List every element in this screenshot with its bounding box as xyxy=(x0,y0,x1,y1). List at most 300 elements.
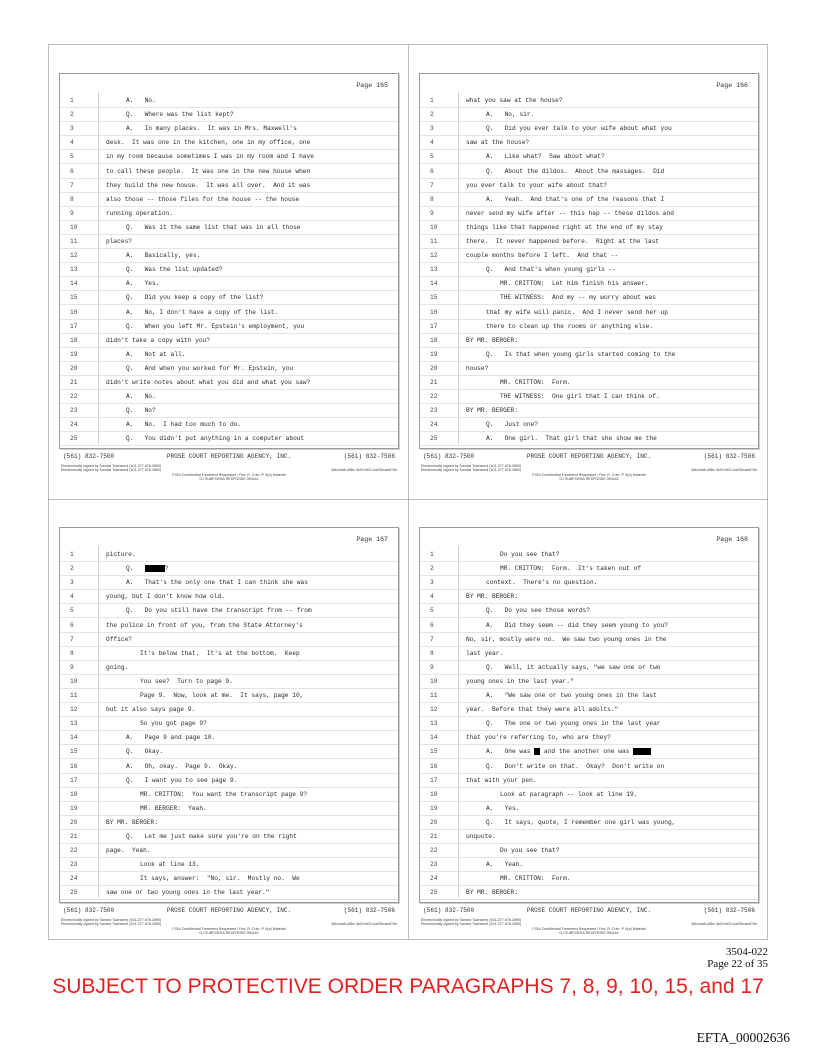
line-number: 23 xyxy=(430,407,438,415)
transcript-line xyxy=(420,717,758,731)
transcript-line xyxy=(60,94,398,108)
reporter-footer xyxy=(423,907,755,914)
page-number: Page 167 xyxy=(356,536,388,543)
line-text xyxy=(106,165,310,179)
esign-hash: 3afc3ca8-c86e-4b0f-9d01-ba20bcae87de xyxy=(691,468,757,473)
line-text-content: Q. It says, quote, I remember one girl was young, xyxy=(486,818,676,826)
line-text xyxy=(106,207,173,221)
line-number: 12 xyxy=(430,706,438,714)
line-text-content: A. In many places. It was in Mrs. Maxwell's xyxy=(126,125,297,133)
line-text xyxy=(486,108,534,122)
line-text xyxy=(140,788,307,802)
line-text xyxy=(140,802,207,816)
line-text xyxy=(106,619,303,633)
line-text-content: A. No, I don't have a copy of the list. xyxy=(126,308,279,316)
electronic-signature-block xyxy=(421,918,757,936)
transcript-line xyxy=(60,675,398,689)
line-text xyxy=(466,830,496,844)
transcript-line xyxy=(60,334,398,348)
line-number: 17 xyxy=(430,776,438,784)
transcript-line xyxy=(420,858,758,872)
transcript-line xyxy=(420,348,758,362)
line-text xyxy=(126,390,156,404)
line-text xyxy=(126,731,215,745)
line-text xyxy=(106,150,314,164)
line-number: 18 xyxy=(430,790,438,798)
line-rule xyxy=(420,445,758,446)
protective-order-notice: SUBJECT TO PROTECTIVE ORDER PARAGRAPHS 7, 8, 9, 10, 15, and 17 xyxy=(52,975,764,998)
line-text xyxy=(126,249,200,263)
line-number: 12 xyxy=(430,252,438,260)
footer-right: (561) 832-7506 xyxy=(703,453,755,460)
line-text-content: A. Yes. xyxy=(126,280,160,288)
transcript-line xyxy=(420,788,758,802)
line-number: 20 xyxy=(70,818,78,826)
line-number: 5 xyxy=(70,607,74,615)
line-text xyxy=(466,235,659,249)
transcript-line xyxy=(420,263,758,277)
line-text-content: A. No, sir. xyxy=(486,111,535,119)
line-text-content: Q. Did you ever talk to your wife about what you xyxy=(486,125,672,133)
line-number: 22 xyxy=(430,393,438,401)
line-number: 8 xyxy=(430,195,434,203)
line-text-content: young, but I don't know how old. xyxy=(106,593,225,601)
line-text-content: Q. When you left Mr. Epstein's employment, you xyxy=(126,322,305,330)
line-number: 10 xyxy=(430,223,438,231)
line-text-content: Do you see that? xyxy=(500,847,560,855)
line-text xyxy=(466,221,663,235)
transcript-line xyxy=(60,235,398,249)
line-number: 7 xyxy=(70,635,74,643)
line-text-content: THE WITNESS: And my -- my worry about was xyxy=(500,294,656,302)
esign-line: Electronically signed by Sandra Townsend (401-377-676-2890) xyxy=(421,918,522,922)
line-number: 21 xyxy=(70,379,78,386)
line-text xyxy=(106,193,299,207)
line-text xyxy=(126,362,293,376)
line-number: 6 xyxy=(70,621,74,629)
line-number: 3 xyxy=(70,125,74,133)
footer-left: (561) 832-7500 xyxy=(63,453,115,460)
line-number: 3 xyxy=(70,579,74,587)
line-number: 18 xyxy=(430,336,438,344)
line-text xyxy=(500,548,559,562)
line-number: 8 xyxy=(70,649,74,657)
transcript-line xyxy=(60,348,398,362)
electronic-signature-block xyxy=(61,464,397,482)
line-number: 10 xyxy=(70,223,78,231)
redaction-box xyxy=(633,748,651,755)
esign-line: Electronically signed by Sandra Townsend (401-377-676-2890) xyxy=(421,464,522,468)
reporter-footer xyxy=(63,453,395,460)
line-number: 9 xyxy=(430,663,434,671)
footer-center: PROSE COURT REPORTING AGENCY, INC. xyxy=(526,907,652,914)
transcript-line xyxy=(420,590,758,604)
line-number: 20 xyxy=(70,364,78,372)
line-text xyxy=(106,548,136,562)
transcript-line xyxy=(60,604,398,618)
line-text-content: Q. Let me just make sure you're on the right xyxy=(126,833,297,840)
line-number: 11 xyxy=(70,692,78,699)
line-number: 1 xyxy=(430,97,434,104)
transcript-line xyxy=(60,886,398,900)
footer-left: (561) 832-7500 xyxy=(63,907,115,914)
esign-hash: 3afc3ca8-c86e-4b0f-9d01-ba20bcae87de xyxy=(691,922,757,927)
line-text xyxy=(486,122,672,136)
line-text xyxy=(140,689,303,703)
transcript-line xyxy=(420,802,758,816)
line-text xyxy=(486,717,661,731)
line-number: 7 xyxy=(430,635,434,643)
transcript-box xyxy=(419,73,759,449)
line-text-content: A. Did they seem -- did they seem young to you? xyxy=(486,621,668,629)
line-number: 24 xyxy=(70,421,78,429)
electronic-signature-block xyxy=(61,918,397,936)
line-number: 1 xyxy=(70,551,74,558)
line-text-content: A. Oh, okay. Page 9. Okay. xyxy=(126,762,238,770)
line-text-content: Q. Do you still have the transcript from -- from xyxy=(126,607,312,615)
line-number: 9 xyxy=(70,209,74,217)
transcript-line xyxy=(420,334,758,348)
line-text xyxy=(106,844,151,858)
line-text xyxy=(466,675,574,689)
transcript-line xyxy=(420,249,758,263)
transcript-line xyxy=(60,122,398,136)
line-number: 11 xyxy=(70,238,78,245)
esign-line: Electronically signed by Sandra Townsend (401-377-676-2890) xyxy=(61,918,162,922)
transcript-page-166 xyxy=(419,51,759,497)
transcript-line xyxy=(60,689,398,703)
line-number: 21 xyxy=(430,379,438,386)
page-number: Page 168 xyxy=(716,536,748,543)
line-text xyxy=(106,136,310,150)
line-text xyxy=(500,872,571,886)
line-text xyxy=(106,235,132,249)
line-number: 22 xyxy=(70,393,78,401)
line-number: 7 xyxy=(70,181,74,189)
line-text xyxy=(126,774,237,788)
line-number: 24 xyxy=(430,421,438,429)
line-number: 13 xyxy=(430,720,438,728)
line-number: 4 xyxy=(430,593,434,601)
line-text xyxy=(466,136,529,150)
transcript-box xyxy=(419,527,759,903)
line-text-content: Q. Just one? xyxy=(486,421,538,429)
transcript-line xyxy=(60,390,398,404)
line-text xyxy=(486,689,657,703)
transcript-page-168 xyxy=(419,505,759,951)
line-number: 25 xyxy=(430,435,438,443)
line-text-content: you ever talk to your wife about that? xyxy=(466,181,608,189)
line-number: 22 xyxy=(70,847,78,855)
line-text-content: MR. CRITTON: You want the transcript page 9? xyxy=(140,790,308,798)
line-text xyxy=(486,576,597,590)
line-number: 15 xyxy=(70,294,78,302)
line-number: 25 xyxy=(70,889,78,897)
line-text xyxy=(500,844,559,858)
line-text xyxy=(140,858,199,872)
line-text xyxy=(486,306,668,320)
deposition-sheet xyxy=(48,44,768,940)
line-text-content: A. Page 9 and page 10. xyxy=(126,734,216,742)
line-text-content: BY MR. BERGER: xyxy=(466,889,518,897)
line-text xyxy=(126,263,223,277)
line-number: 18 xyxy=(70,790,78,798)
line-number: 5 xyxy=(70,153,74,161)
line-text xyxy=(140,872,300,886)
line-number: 25 xyxy=(70,435,78,443)
line-text-content: running operation. xyxy=(106,209,173,217)
transcript-line xyxy=(420,136,758,150)
line-number: 20 xyxy=(430,364,438,372)
line-text-content: It says, answer: "No, sir. Mostly no. We xyxy=(140,875,300,883)
line-text xyxy=(466,633,667,647)
line-text xyxy=(486,263,616,277)
transcript-line xyxy=(420,235,758,249)
line-number: 15 xyxy=(70,748,78,756)
transcript-line xyxy=(60,858,398,872)
transcript-line xyxy=(420,165,758,179)
footer-right: (561) 832-7506 xyxy=(343,907,395,914)
line-text-content: never send my wife after -- this hap -- these dildos and xyxy=(466,209,674,217)
transcript-line xyxy=(420,291,758,305)
line-text xyxy=(466,404,518,418)
line-text-content: desk. It was one in the kitchen, one in my office, one xyxy=(106,139,311,147)
line-text-content: year. Before that they were all adults." xyxy=(466,706,619,714)
line-number: 9 xyxy=(70,663,74,671)
transcript-line xyxy=(420,277,758,291)
transcript-line xyxy=(60,320,398,334)
transcript-line xyxy=(60,717,398,731)
subpoena-response-number: GJ SUBPOENA RESPONSE 000441 xyxy=(199,477,259,482)
line-number: 20 xyxy=(430,818,438,826)
transcript-line xyxy=(60,830,398,844)
transcript-line xyxy=(420,844,758,858)
reporter-footer xyxy=(423,453,755,460)
transcript-line xyxy=(420,633,758,647)
line-text-content: A. "We saw one or two young ones in the last xyxy=(486,692,657,699)
transcript-line xyxy=(420,122,758,136)
line-text xyxy=(500,291,656,305)
line-text xyxy=(126,94,156,108)
line-text xyxy=(500,376,571,390)
transcript-line xyxy=(60,277,398,291)
line-text xyxy=(486,619,668,633)
line-text-content: page. Yeah. xyxy=(106,847,151,855)
line-number: 2 xyxy=(70,565,74,573)
line-text-content: Q. Well, it actually says, "we saw one or two xyxy=(486,663,661,671)
line-text xyxy=(486,165,664,179)
line-text-content: BY MR. BERGER: xyxy=(106,818,158,826)
transcript-line xyxy=(60,179,398,193)
line-text-content: Q. Do you see those words? xyxy=(486,607,590,615)
line-number: 14 xyxy=(430,734,438,742)
footer-center: PROSE COURT REPORTING AGENCY, INC. xyxy=(166,907,292,914)
line-text xyxy=(466,362,488,376)
transcript-line xyxy=(420,108,758,122)
esign-line: Electronically signed by Sandra Townsend (401-377-676-2890) xyxy=(61,468,162,473)
line-text-content: things like that happened right at the end of my stay xyxy=(466,223,663,231)
footer-left: (561) 832-7500 xyxy=(423,453,475,460)
footer-right: (561) 832-7506 xyxy=(703,907,755,914)
transcript-line xyxy=(60,418,398,432)
transcript-line xyxy=(60,703,398,717)
line-text xyxy=(126,277,159,291)
esign-line: Electronically signed by Sandra Townsend (401-377-676-2890) xyxy=(421,468,522,473)
page-number: Page 166 xyxy=(716,82,748,89)
footer-left: (561) 832-7500 xyxy=(423,907,475,914)
line-text-content: Q. And that's when young girls -- xyxy=(486,266,616,274)
line-text xyxy=(126,221,301,235)
transcript-line xyxy=(60,263,398,277)
line-text xyxy=(140,647,300,661)
line-number: 19 xyxy=(430,804,438,812)
transcript-box xyxy=(59,73,399,449)
line-text-content: Look at line 13. xyxy=(140,861,200,869)
line-text xyxy=(500,277,649,291)
transcript-line xyxy=(420,576,758,590)
line-text xyxy=(486,661,661,675)
transcript-line xyxy=(420,404,758,418)
line-text-content: Q. You didn't put anything in a computer about xyxy=(126,435,305,443)
line-text xyxy=(126,745,163,759)
line-number: 3 xyxy=(430,125,434,133)
transcript-line xyxy=(420,320,758,334)
esign-line: Electronically signed by Sandra Townsend (401-377-676-2890) xyxy=(421,922,522,927)
footer-right: (561) 832-7506 xyxy=(343,453,395,460)
transcript-line xyxy=(420,689,758,703)
line-text-content: A. Yeah. And that's one of the reasons that I xyxy=(486,195,665,203)
line-text xyxy=(466,590,518,604)
transcript-line xyxy=(420,604,758,618)
line-text xyxy=(466,774,537,788)
line-text xyxy=(486,760,664,774)
line-text xyxy=(466,249,618,263)
transcript-line xyxy=(60,802,398,816)
line-text-content: but it also says page 9. xyxy=(106,706,196,714)
line-text xyxy=(486,193,664,207)
line-number: 17 xyxy=(70,776,78,784)
line-text-content: Office? xyxy=(106,635,132,643)
line-text xyxy=(486,348,675,362)
line-text-content: MR. CRITTON: Form. It's taken out of xyxy=(500,565,642,573)
line-number: 4 xyxy=(430,139,434,147)
line-text-content: BY MR. BERGER: xyxy=(466,407,518,415)
line-text xyxy=(466,886,518,900)
line-text xyxy=(106,661,128,675)
line-number: 13 xyxy=(70,720,78,728)
transcript-line xyxy=(60,788,398,802)
line-text xyxy=(126,122,297,136)
line-text-content: Q. About the dildos. About the massages. Did xyxy=(486,167,665,175)
line-text-content: A. No. xyxy=(126,97,156,104)
line-text xyxy=(126,604,312,618)
line-number: 6 xyxy=(430,621,434,629)
line-number: 21 xyxy=(430,833,438,840)
vertical-divider xyxy=(408,45,409,939)
line-text-content: A. One was xyxy=(486,748,531,756)
transcript-line xyxy=(420,745,758,759)
line-number: 21 xyxy=(70,833,78,840)
line-number: 5 xyxy=(430,607,434,615)
line-text-content: Q. I want you to see page 9. xyxy=(126,776,238,784)
line-text-content: Q. Did you keep a copy of the list? xyxy=(126,294,264,302)
transcript-line xyxy=(60,816,398,830)
line-number: 14 xyxy=(430,280,438,288)
line-number: 19 xyxy=(430,350,438,358)
transcript-line xyxy=(60,376,398,390)
line-number: 1 xyxy=(430,551,434,558)
line-number: 23 xyxy=(70,861,78,869)
line-text-content: Q. Was the list updated? xyxy=(126,266,223,274)
line-text xyxy=(486,745,651,759)
line-number: 14 xyxy=(70,280,78,288)
line-text-content: Q. The one or two young ones in the last year xyxy=(486,720,661,728)
line-text xyxy=(486,150,605,164)
transcript-line xyxy=(420,193,758,207)
line-text-content: context. There's no question. xyxy=(486,579,598,587)
subpoena-response-number: GJ SUBPOENA RESPONSE 000442 xyxy=(559,477,619,482)
line-text-content: house? xyxy=(466,364,489,372)
line-text-content: MR. CRITTON: Form. xyxy=(500,379,571,386)
line-number: 14 xyxy=(70,734,78,742)
line-text-content: A. Like what? Saw about what? xyxy=(486,153,605,161)
transcript-line xyxy=(60,633,398,647)
line-text-content: No, sir, mostly were no. We saw two young ones in the xyxy=(466,635,667,643)
line-number: 8 xyxy=(70,195,74,203)
transcript-line xyxy=(60,872,398,886)
transcript-line xyxy=(420,362,758,376)
line-text xyxy=(126,432,304,446)
line-text xyxy=(140,675,233,689)
line-text-content: Q. xyxy=(126,565,134,573)
line-number: 4 xyxy=(70,139,74,147)
line-number: 10 xyxy=(70,677,78,685)
line-text-content: A. No. xyxy=(126,393,156,401)
reporter-footer xyxy=(63,907,395,914)
line-text-content: THE WITNESS: One girl that I can think of. xyxy=(500,393,660,401)
line-text-content: A. Yes. xyxy=(486,804,520,812)
line-text-content: Page 9. Now, look at me. It says, page 10, xyxy=(140,692,304,699)
document-reference xyxy=(707,946,768,970)
transcript-line xyxy=(420,703,758,717)
foia-notice: FOIA Confidential Treatment Requested / Fed. R. Crim. P. 6(e) Material xyxy=(532,472,646,477)
esign-line: Electronically signed by Sandra Townsend (401-377-676-2890) xyxy=(61,922,162,927)
line-text-content: didn't write notes about what you did and what you saw? xyxy=(106,379,311,386)
line-number: 5 xyxy=(430,153,434,161)
transcript-line xyxy=(420,221,758,235)
line-text xyxy=(486,858,523,872)
line-text-content: Do you see that? xyxy=(500,551,560,558)
transcript-line xyxy=(420,548,758,562)
line-text xyxy=(106,376,310,390)
transcript-line xyxy=(420,675,758,689)
transcript-line xyxy=(60,548,398,562)
line-text xyxy=(126,320,304,334)
line-text-content: last year. xyxy=(466,649,504,657)
line-text-content: places? xyxy=(106,238,132,245)
line-text xyxy=(126,760,237,774)
transcript-line xyxy=(60,306,398,320)
doc-page-count: Page 22 of 35 xyxy=(707,958,768,970)
line-text-content: It's below that. It's at the bottom. Keep xyxy=(140,649,300,657)
transcript-line xyxy=(420,886,758,900)
line-text xyxy=(466,703,618,717)
esign-line: Electronically signed by Sandra Townsend (401-377-676-2890) xyxy=(61,464,162,468)
line-text-content: Q. No? xyxy=(126,407,156,415)
line-text-content: they build the new house. It was all over. And it was xyxy=(106,181,311,189)
doc-ref-number: 3504-022 xyxy=(725,946,768,958)
line-text-content: that with your pen. xyxy=(466,776,537,784)
